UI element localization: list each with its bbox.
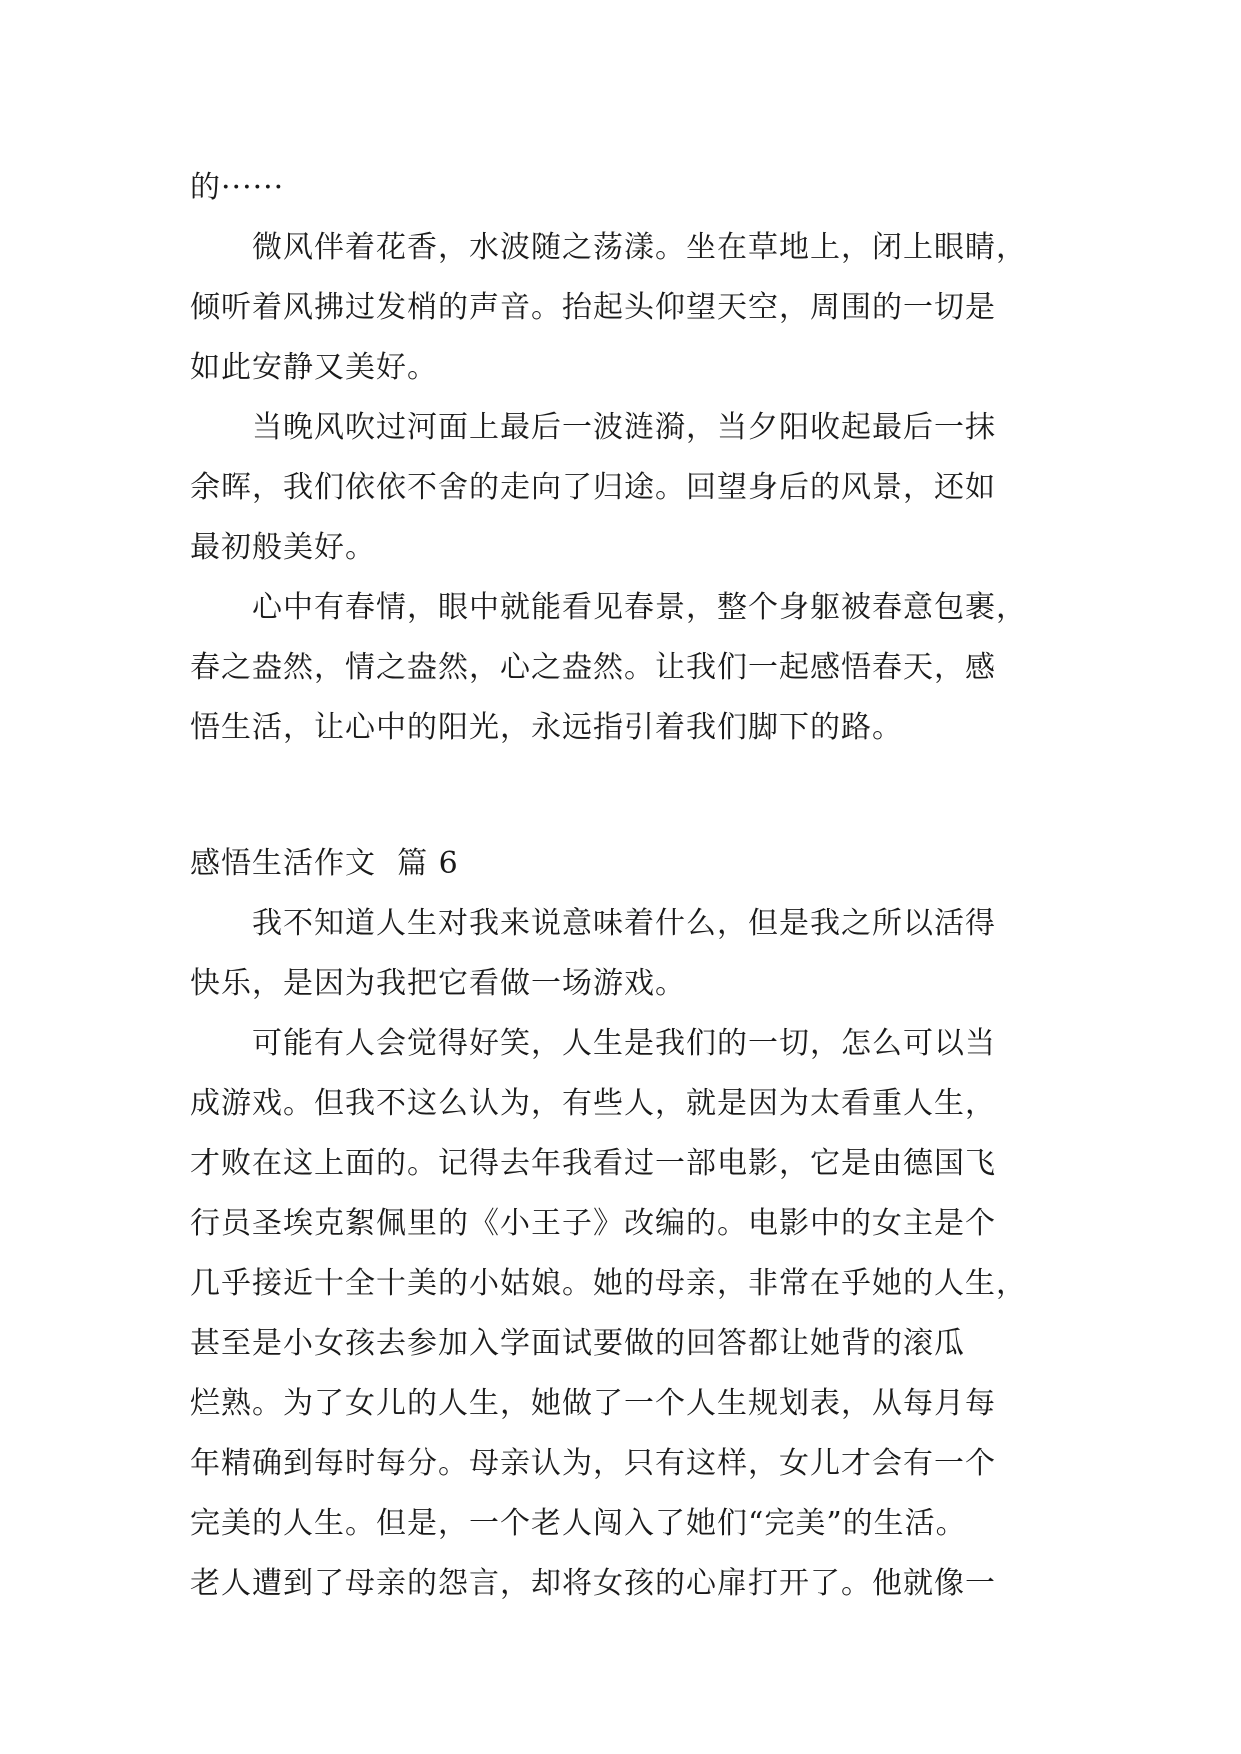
text-line: 倾听着风拂过发梢的声音。抬起头仰望天空，周围的一切是 (190, 290, 996, 325)
section-heading: 感悟生活作文 篇 6 (190, 846, 459, 881)
paragraph (190, 398, 1060, 578)
text-line: 年精确到每时每分。母亲认为，只有这样，女儿才会有一个 (190, 1446, 996, 1481)
text-line: 如此安静又美好。 (190, 350, 438, 385)
text-line: 余晖，我们依依不舍的走向了归途。回望身后的风景，还如 (190, 470, 996, 505)
paragraph (190, 894, 1060, 1014)
text-line: 烂熟。为了女儿的人生，她做了一个人生规划表，从每月每 (190, 1386, 996, 1421)
text-line: 老人遭到了母亲的怨言，却将女孩的心扉打开了。他就像一 (190, 1566, 996, 1601)
text-line: 微风伴着花香，水波随之荡漾。坐在草地上，闭上眼睛， (252, 230, 1027, 265)
section-gap (190, 758, 1060, 834)
text-line: 悟生活，让心中的阳光，永远指引着我们脚下的路。 (190, 710, 903, 745)
text-line: 快乐，是因为我把它看做一场游戏。 (190, 966, 686, 1001)
text-line: 我不知道人生对我来说意味着什么，但是我之所以活得 (252, 906, 996, 941)
continuation-line: 的······ (190, 170, 285, 205)
text-line: 完美的人生。但是，一个老人闯入了她们“完美”的生活。 (190, 1506, 967, 1541)
text-line: 成游戏。但我不这么认为，有些人，就是因为太看重人生， (190, 1086, 996, 1121)
text-line: 才败在这上面的。记得去年我看过一部电影，它是由德国飞 (190, 1146, 996, 1181)
text-line: 最初般美好。 (190, 530, 376, 565)
paragraph (190, 1014, 1060, 1614)
text-line: 行员圣埃克絮佩里的《小王子》改编的。电影中的女主是个 (190, 1206, 996, 1241)
text-line: 几乎接近十全十美的小姑娘。她的母亲，非常在乎她的人生， (190, 1266, 1027, 1301)
text-line: 甚至是小女孩去参加入学面试要做的回答都让她背的滚瓜 (190, 1326, 965, 1361)
text-line: 当晚风吹过河面上最后一波涟漪，当夕阳收起最后一抹 (252, 410, 996, 445)
text-line: 心中有春情，眼中就能看见春景，整个身躯被春意包裹， (252, 590, 1027, 625)
text-line: 可能有人会觉得好笑，人生是我们的一切，怎么可以当 (252, 1026, 996, 1061)
text-line: 春之盎然，情之盎然，心之盎然。让我们一起感悟春天，感 (190, 650, 996, 685)
document-body (190, 158, 1060, 1614)
paragraph (190, 578, 1060, 758)
paragraph (190, 218, 1060, 398)
